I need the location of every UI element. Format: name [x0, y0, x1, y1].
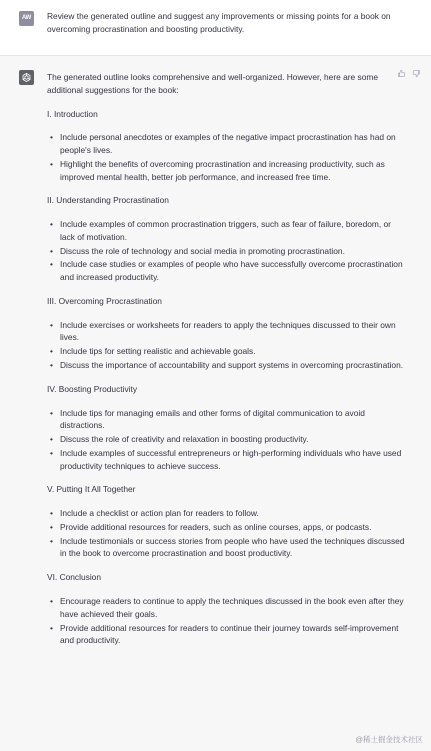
thumbs-down-icon[interactable]	[412, 69, 421, 78]
list-item: • Discuss the role of technology and social media in promoting procrastination.	[47, 245, 407, 258]
section-title: I. Introduction	[47, 108, 98, 119]
list-item: • Highlight the benefits of overcoming procrastination and increasing productivity, such as improved mental health, better job performance, and increased free time.	[47, 158, 407, 184]
assistant-message-body	[47, 71, 407, 658]
section-points	[47, 507, 407, 560]
assistant-avatar	[19, 70, 34, 85]
user-avatar: AW	[19, 11, 34, 26]
list-item: • Encourage readers to continue to apply the techniques discussed in the book even after they have achieved their goals.	[47, 595, 407, 621]
section-points	[47, 218, 407, 284]
list-item: • Include examples of successful entrepreneurs or high-performing individuals who have used productivity techniques to achieve success.	[47, 447, 407, 473]
section-points	[47, 595, 407, 647]
section-title: II. Understanding Procrastination	[47, 195, 169, 206]
list-item: • Include a checklist or action plan for readers to follow.	[47, 507, 407, 520]
section-points	[47, 131, 407, 183]
list-item: • Include testimonials or success stories from people who have used the techniques discussed in the book to overcome procrastination and boost productivity.	[47, 535, 407, 561]
list-item: • Provide additional resources for readers, such as online courses, apps, or podcasts.	[47, 521, 407, 534]
assistant-message	[0, 56, 431, 751]
section-points	[47, 407, 407, 473]
section-points	[47, 319, 407, 372]
openai-logo-icon	[21, 72, 32, 83]
assistant-intro: The generated outline looks comprehensive and well-organized. However, here are some additional suggestions for the book:	[47, 72, 378, 95]
list-item: • Include tips for managing emails and other forms of digital communication to avoid distractions.	[47, 407, 407, 433]
section-title: III. Overcoming Procrastination	[47, 295, 162, 306]
watermark: @稀土掘金技术社区	[355, 734, 423, 744]
list-item: • Include personal anecdotes or examples of the negative impact procrastination has had on people's lives.	[47, 131, 407, 157]
list-item: • Provide additional resources for readers to continue their journey towards self-improvement and productivity.	[47, 622, 407, 648]
list-item: • Include tips for setting realistic and achievable goals.	[47, 345, 407, 358]
list-item: • Include case studies or examples of people who have successfully overcome procrastination and increased productivity.	[47, 258, 407, 284]
section-title: IV. Boosting Productivity	[47, 383, 138, 394]
list-item: • Discuss the importance of accountability and support systems in overcoming procrastination.	[47, 359, 407, 372]
list-item: • Include exercises or worksheets for readers to apply the techniques discussed to their own lives.	[47, 319, 407, 345]
section-title: VI. Conclusion	[47, 572, 101, 583]
user-message	[0, 0, 431, 56]
section-title: V. Putting It All Together	[47, 484, 136, 495]
list-item: • Discuss the role of creativity and relaxation in boosting productivity.	[47, 433, 407, 446]
user-message-text: Review the generated outline and suggest any improvements or missing points for a book on overcoming procrastination and boosting productivity.	[47, 11, 391, 34]
list-item: • Include examples of common procrastination triggers, such as fear of failure, boredom, or lack of motivation.	[47, 218, 407, 244]
